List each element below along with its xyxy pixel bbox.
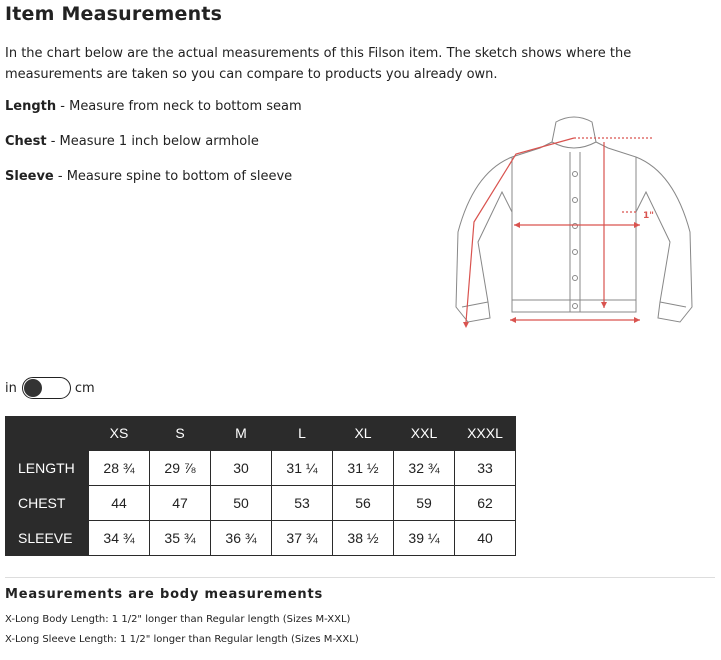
size-header-xxxl: XXXL — [455, 416, 516, 451]
table-cell: 33 — [455, 451, 516, 486]
definition-length — [5, 99, 302, 114]
table-cell: 29 ⅞ — [150, 451, 211, 486]
left-sleeve — [456, 157, 512, 322]
table-cell: 32 ¾ — [394, 451, 455, 486]
definition-sleeve — [5, 169, 292, 184]
table-cell: 37 ¾ — [272, 521, 333, 556]
table-cell: 36 ¾ — [211, 521, 272, 556]
header-corner — [5, 416, 89, 451]
size-header-xl: XL — [333, 416, 394, 451]
table-cell: 38 ½ — [333, 521, 394, 556]
size-header-xs: XS — [89, 416, 150, 451]
definition-desc: - Measure from neck to bottom seam — [56, 99, 302, 114]
table-cell: 50 — [211, 486, 272, 521]
footer-note-sleeve: X-Long Sleeve Length: 1 1/2" longer than Regular length (Sizes M-XXL) — [5, 634, 359, 645]
jacket-body — [512, 157, 636, 312]
unit-label-cm: cm — [74, 380, 95, 396]
table-cell: 31 ½ — [333, 451, 394, 486]
row-label-length: LENGTH — [5, 451, 89, 486]
size-header-s: S — [150, 416, 211, 451]
row-label-chest: CHEST — [5, 486, 89, 521]
definition-chest — [5, 134, 259, 149]
table-cell: 31 ¼ — [272, 451, 333, 486]
table-cell: 59 — [394, 486, 455, 521]
toggle-knob — [24, 379, 42, 397]
table-cell: 44 — [89, 486, 150, 521]
definition-desc: - Measure 1 inch below armhole — [46, 134, 259, 149]
table-cell: 34 ¾ — [89, 521, 150, 556]
size-header-l: L — [272, 416, 333, 451]
table-cell: 53 — [272, 486, 333, 521]
definition-term: Sleeve — [5, 169, 54, 184]
definition-term: Length — [5, 99, 57, 114]
size-chart-table — [5, 416, 516, 556]
table-cell: 30 — [211, 451, 272, 486]
unit-toggle-switch[interactable] — [22, 377, 71, 399]
table-row-chest — [5, 486, 516, 521]
sketch-annotation: 1" — [643, 211, 654, 221]
intro-text: In the chart below are the actual measurements of this Filson item. The sketch shows where the measurements are taken so you can compare to products you already own. — [5, 46, 632, 82]
definition-term: Chest — [5, 134, 47, 149]
table-cell: 40 — [455, 521, 516, 556]
table-cell: 47 — [150, 486, 211, 521]
table-row-sleeve — [5, 521, 516, 556]
unit-toggle-row — [5, 376, 95, 400]
size-header-row — [5, 416, 516, 451]
table-cell: 62 — [455, 486, 516, 521]
definition-desc: - Measure spine to bottom of sleeve — [53, 169, 293, 184]
right-sleeve — [636, 157, 692, 322]
size-header-m: M — [211, 416, 272, 451]
unit-label-in: in — [5, 380, 17, 396]
size-header-xxl: XXL — [394, 416, 455, 451]
jacket-collar — [552, 117, 596, 148]
table-cell: 35 ¾ — [150, 521, 211, 556]
table-row-length — [5, 451, 516, 486]
jacket-buttons — [573, 172, 578, 309]
footer-title: Measurements are body measurements — [5, 587, 324, 602]
table-cell: 28 ¾ — [89, 451, 150, 486]
section-divider — [5, 577, 715, 578]
row-label-sleeve: SLEEVE — [5, 521, 89, 556]
table-cell: 56 — [333, 486, 394, 521]
sleeve-measure-line — [466, 138, 574, 322]
table-cell: 39 ¼ — [394, 521, 455, 556]
jacket-sketch — [444, 112, 704, 337]
page-title: Item Measurements — [5, 3, 223, 25]
footer-note-body: X-Long Body Length: 1 1/2" longer than Regular length (Sizes M-XXL) — [5, 614, 351, 625]
